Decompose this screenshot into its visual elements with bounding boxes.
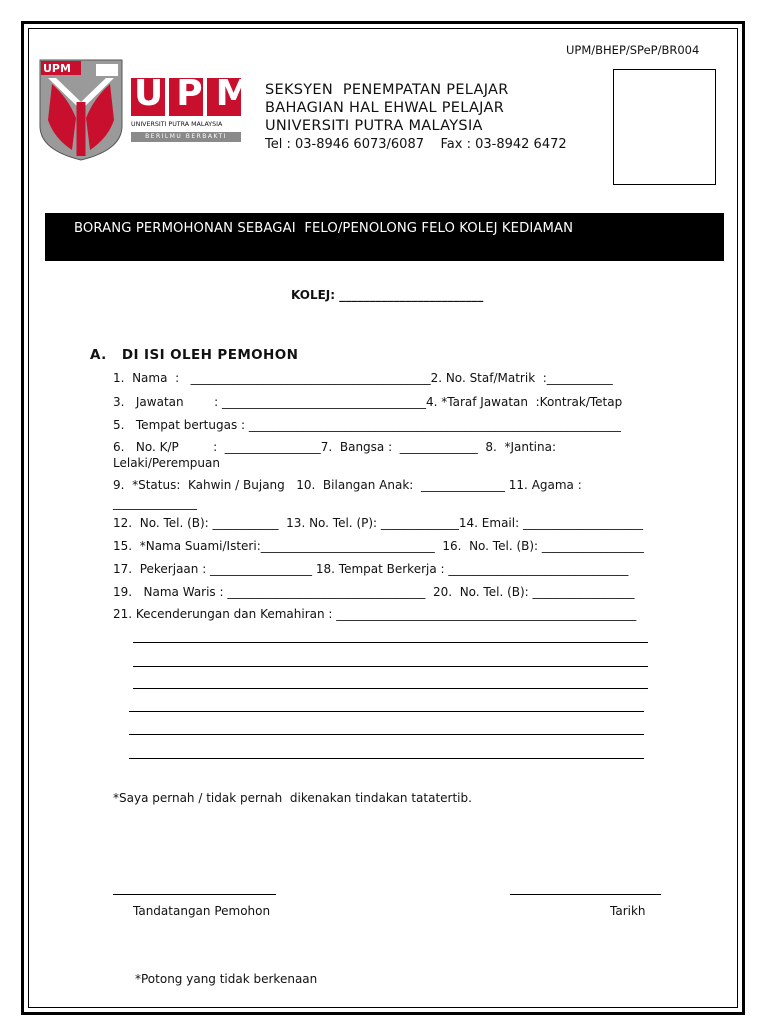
field-kp-bangsa-jantina[interactable]: 6. No. K/P : ________________7. Bangsa : _____________ 8. *Jantina: — [113, 440, 557, 454]
field-status-anak-agama[interactable]: 9. *Status: Kahwin / Bujang 10. Bilangan Anak: ______________ 11. Agama : — [113, 478, 582, 492]
form-reference-code: UPM/BHEP/SPeP/BR004 — [566, 43, 700, 57]
field-tempat-bertugas[interactable]: 5. Tempat bertugas : ______________________________________________________________ — [113, 418, 621, 432]
answer-line[interactable] — [133, 666, 648, 667]
logo-wordmark: UPM — [134, 73, 265, 114]
header-line-1: SEKSYEN PENEMPATAN PELAJAR — [265, 82, 509, 98]
field-kecenderungan[interactable]: 21. Kecenderungan dan Kemahiran : __________________________________________________ — [113, 607, 637, 621]
kolej-field[interactable]: KOLEJ: ________________________ — [291, 288, 484, 302]
section-a-heading: A. DI ISI OLEH PEMOHON — [90, 347, 299, 363]
field-jawatan[interactable]: 3. Jawatan : __________________________________4. *Taraf Jawatan :Kontrak/Tetap — [113, 395, 623, 409]
form-title: BORANG PERMOHONAN SEBAGAI FELO/PENOLONG FELO KOLEJ KEDIAMAN — [74, 221, 574, 236]
answer-line[interactable] — [129, 734, 644, 735]
signature-label: Tandatangan Pemohon — [133, 904, 271, 918]
header-line-2: BAHAGIAN HAL EHWAL PELAJAR — [265, 100, 505, 116]
field-suami-isteri[interactable]: 15. *Nama Suami/Isteri:_____________________________ 16. No. Tel. (B): _________________ — [113, 539, 644, 553]
photo-box — [613, 69, 716, 185]
declaration-text: *Saya pernah / tidak pernah dikenakan tindakan tatatertib. — [113, 791, 472, 805]
date-label: Tarikh — [610, 904, 646, 918]
signature-line[interactable] — [113, 894, 276, 895]
footnote: *Potong yang tidak berkenaan — [135, 972, 318, 986]
logo-shield-text: UPM — [43, 62, 71, 75]
header-contact: Tel : 03-8946 6073/6087 Fax : 03-8942 6472 — [265, 137, 567, 152]
field-agama-line[interactable]: ______________ — [113, 496, 197, 510]
logo-university-name: UNIVERSITI PUTRA MALAYSIA — [131, 121, 223, 128]
upm-logo — [38, 58, 265, 166]
answer-line[interactable] — [129, 711, 644, 712]
header-line-3: UNIVERSITI PUTRA MALAYSIA — [265, 118, 483, 134]
logo-motto: BERILMU BERBAKTI — [131, 132, 241, 142]
answer-line[interactable] — [133, 688, 648, 689]
answer-line[interactable] — [129, 758, 644, 759]
date-line[interactable] — [510, 894, 661, 895]
field-telefon-email[interactable]: 12. No. Tel. (B): ___________ 13. No. Tel. (P): _____________14. Email: ____________________ — [113, 516, 643, 530]
field-waris[interactable]: 19. Nama Waris : _________________________________ 20. No. Tel. (B): _________________ — [113, 585, 635, 599]
answer-line[interactable] — [133, 642, 648, 643]
field-nama-staf[interactable]: 1. Nama : ________________________________________2. No. Staf/Matrik :___________ — [113, 371, 613, 385]
field-jantina-options: Lelaki/Perempuan — [113, 456, 220, 470]
field-pekerjaan[interactable]: 17. Pekerjaan : _________________ 18. Tempat Berkerja : ______________________________ — [113, 562, 629, 576]
